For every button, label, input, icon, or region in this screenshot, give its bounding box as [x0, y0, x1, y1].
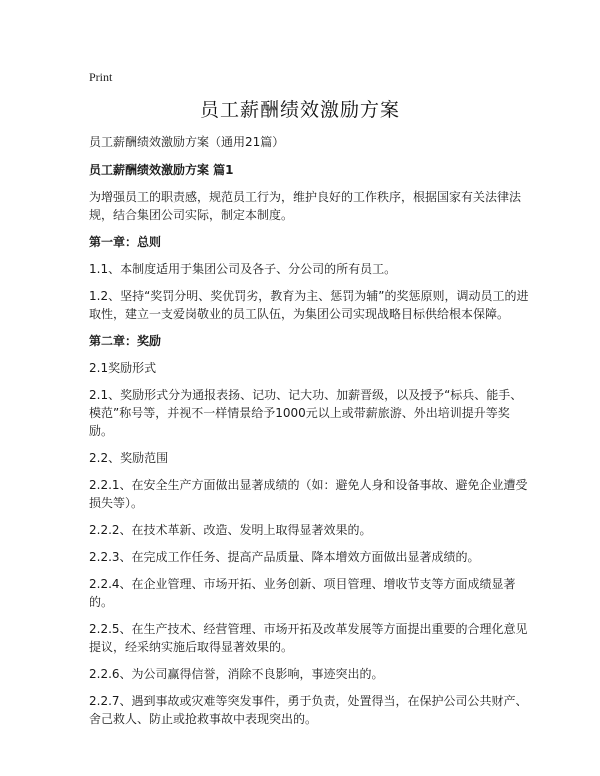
- clause-1-1: 1.1、本制度适用于集团公司及各子、分公司的所有员工。: [89, 262, 397, 276]
- clause-2-2-4: 2.2.4、在企业管理、市场开拓、业务创新、项目管理、增收节支等方面成绩显著的。: [89, 577, 516, 609]
- chapter-2-heading: 第二章：奖励: [89, 334, 162, 348]
- page-title: 员工薪酬绩效激励方案: [199, 99, 400, 121]
- print-link[interactable]: Print: [89, 70, 113, 84]
- intro-paragraph: 为增强员工的职责感，规范员工行为，维护良好的工作秩序，根据国家有关法律法规，结合集团公司实际，制定本制度。: [89, 190, 522, 222]
- section-2-1: 2.1奖励形式: [89, 361, 157, 375]
- clause-2-2-6: 2.2.6、为公司赢得信誉，消除不良影响，事迹突出的。: [89, 667, 384, 681]
- article-heading: 员工薪酬绩效激励方案 篇1: [89, 163, 234, 177]
- clause-2-2-1: 2.2.1、在安全生产方面做出显著成绩的（如：避免人身和设备事故、避免企业遭受损失等）。: [89, 478, 528, 510]
- chapter-1-heading: 第一章：总则: [89, 235, 162, 249]
- document-body: [89, 133, 529, 737]
- document-subtitle: 员工薪酬绩效激励方案（通用21篇）: [89, 135, 285, 149]
- clause-1-2: 1.2、坚持“奖罚分明、奖优罚劣，教育为主、惩罚为辅”的奖惩原则，调动员工的进取性，建立一支爱岗敬业的员工队伍，为集团公司实现战略目标供给根本保障。: [89, 289, 529, 321]
- clause-2-2-3: 2.2.3、在完成工作任务、提高产品质量、降本增效方面做出显著成绩的。: [89, 550, 480, 564]
- clause-2-2-5: 2.2.5、在生产技术、经营管理、市场开拓及改革发展等方面提出重要的合理化意见提议，经采纳实施后取得显著效果的。: [89, 622, 528, 654]
- clause-2-1: 2.1、奖励形式分为通报表扬、记功、记大功、加薪晋级，以及授予“标兵、能手、模范”称号等，并视不一样情景给予1000元以上或带薪旅游、外出培训提升等奖励。: [89, 388, 523, 438]
- section-2-2: 2.2、奖励范围: [89, 451, 169, 465]
- clause-2-2-2: 2.2.2、在技术革新、改造、发明上取得显著效果的。: [89, 523, 372, 537]
- clause-2-2-7: 2.2.7、遇到事故或灾难等突发事件，勇于负责，处置得当，在保护公司公共财产、舍己救人、防止或抢救事故中表现突出的。: [89, 694, 528, 726]
